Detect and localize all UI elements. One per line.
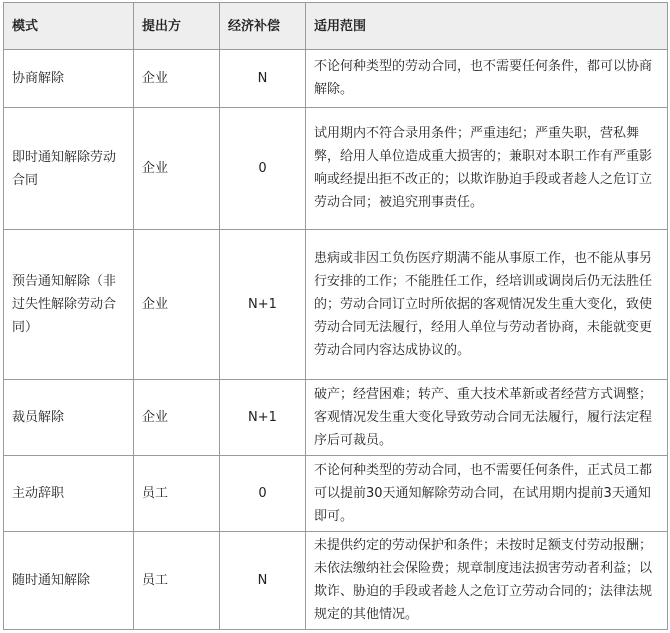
table-row [4, 230, 668, 380]
compensation-cell: N+1 [220, 380, 306, 456]
scope-cell: 破产；经营困难；转产、重大技术革新或者经营方式调整；客观情况发生重大变化导致劳动合同无法履行，履行法定程序后可裁员。 [306, 380, 668, 456]
mode-cell: 随时通知解除 [4, 532, 134, 630]
party-cell: 企业 [134, 50, 220, 108]
party-cell: 企业 [134, 380, 220, 456]
mode-cell: 即时通知解除劳动合同 [4, 108, 134, 230]
party-cell: 企业 [134, 230, 220, 380]
termination-modes-table [3, 2, 668, 630]
header-compensation: 经济补偿 [220, 3, 306, 50]
compensation-cell: N [220, 50, 306, 108]
compensation-cell: N+1 [220, 230, 306, 380]
mode-cell: 预告通知解除（非过失性解除劳动合同） [4, 230, 134, 380]
table-row [4, 456, 668, 532]
header-party: 提出方 [134, 3, 220, 50]
scope-cell: 试用期内不符合录用条件；严重违纪；严重失职，营私舞弊，给用人单位造成重大损害的；兼职对本职工作有严重影响或经提出拒不改正的；以欺诈胁迫手段或者趁人之危订立劳动合同；被追究刑事责任。 [306, 108, 668, 230]
header-mode: 模式 [4, 3, 134, 50]
scope-cell: 未提供约定的劳动保护和条件；未按时足额支付劳动报酬；未依法缴纳社会保险费；规章制度违法损害劳动者利益；以欺诈、胁迫的手段或者趁人之危订立劳动合同的；法律法规规定的其他情况。 [306, 532, 668, 630]
compensation-cell: N [220, 532, 306, 630]
scope-cell: 不论何种类型的劳动合同，也不需要任何条件，都可以协商解除。 [306, 50, 668, 108]
table-row [4, 50, 668, 108]
party-cell: 员工 [134, 532, 220, 630]
compensation-cell: 0 [220, 456, 306, 532]
header-row [4, 3, 668, 50]
scope-cell: 不论何种类型的劳动合同，也不需要任何条件，正式员工都可以提前30天通知解除劳动合同，在试用期内提前3天通知即可。 [306, 456, 668, 532]
header-scope: 适用范围 [306, 3, 668, 50]
table-row [4, 380, 668, 456]
table-row [4, 532, 668, 630]
party-cell: 企业 [134, 108, 220, 230]
mode-cell: 裁员解除 [4, 380, 134, 456]
table-row [4, 108, 668, 230]
mode-cell: 协商解除 [4, 50, 134, 108]
scope-cell: 患病或非因工负伤医疗期满不能从事原工作，也不能从事另行安排的工作；不能胜任工作，经培训或调岗后仍无法胜任的；劳动合同订立时所依据的客观情况发生重大变化，致使劳动合同无法履行，经用人单位与劳动者协商，未能就变更劳动合同内容达成协议的。 [306, 230, 668, 380]
compensation-cell: 0 [220, 108, 306, 230]
party-cell: 员工 [134, 456, 220, 532]
mode-cell: 主动辞职 [4, 456, 134, 532]
